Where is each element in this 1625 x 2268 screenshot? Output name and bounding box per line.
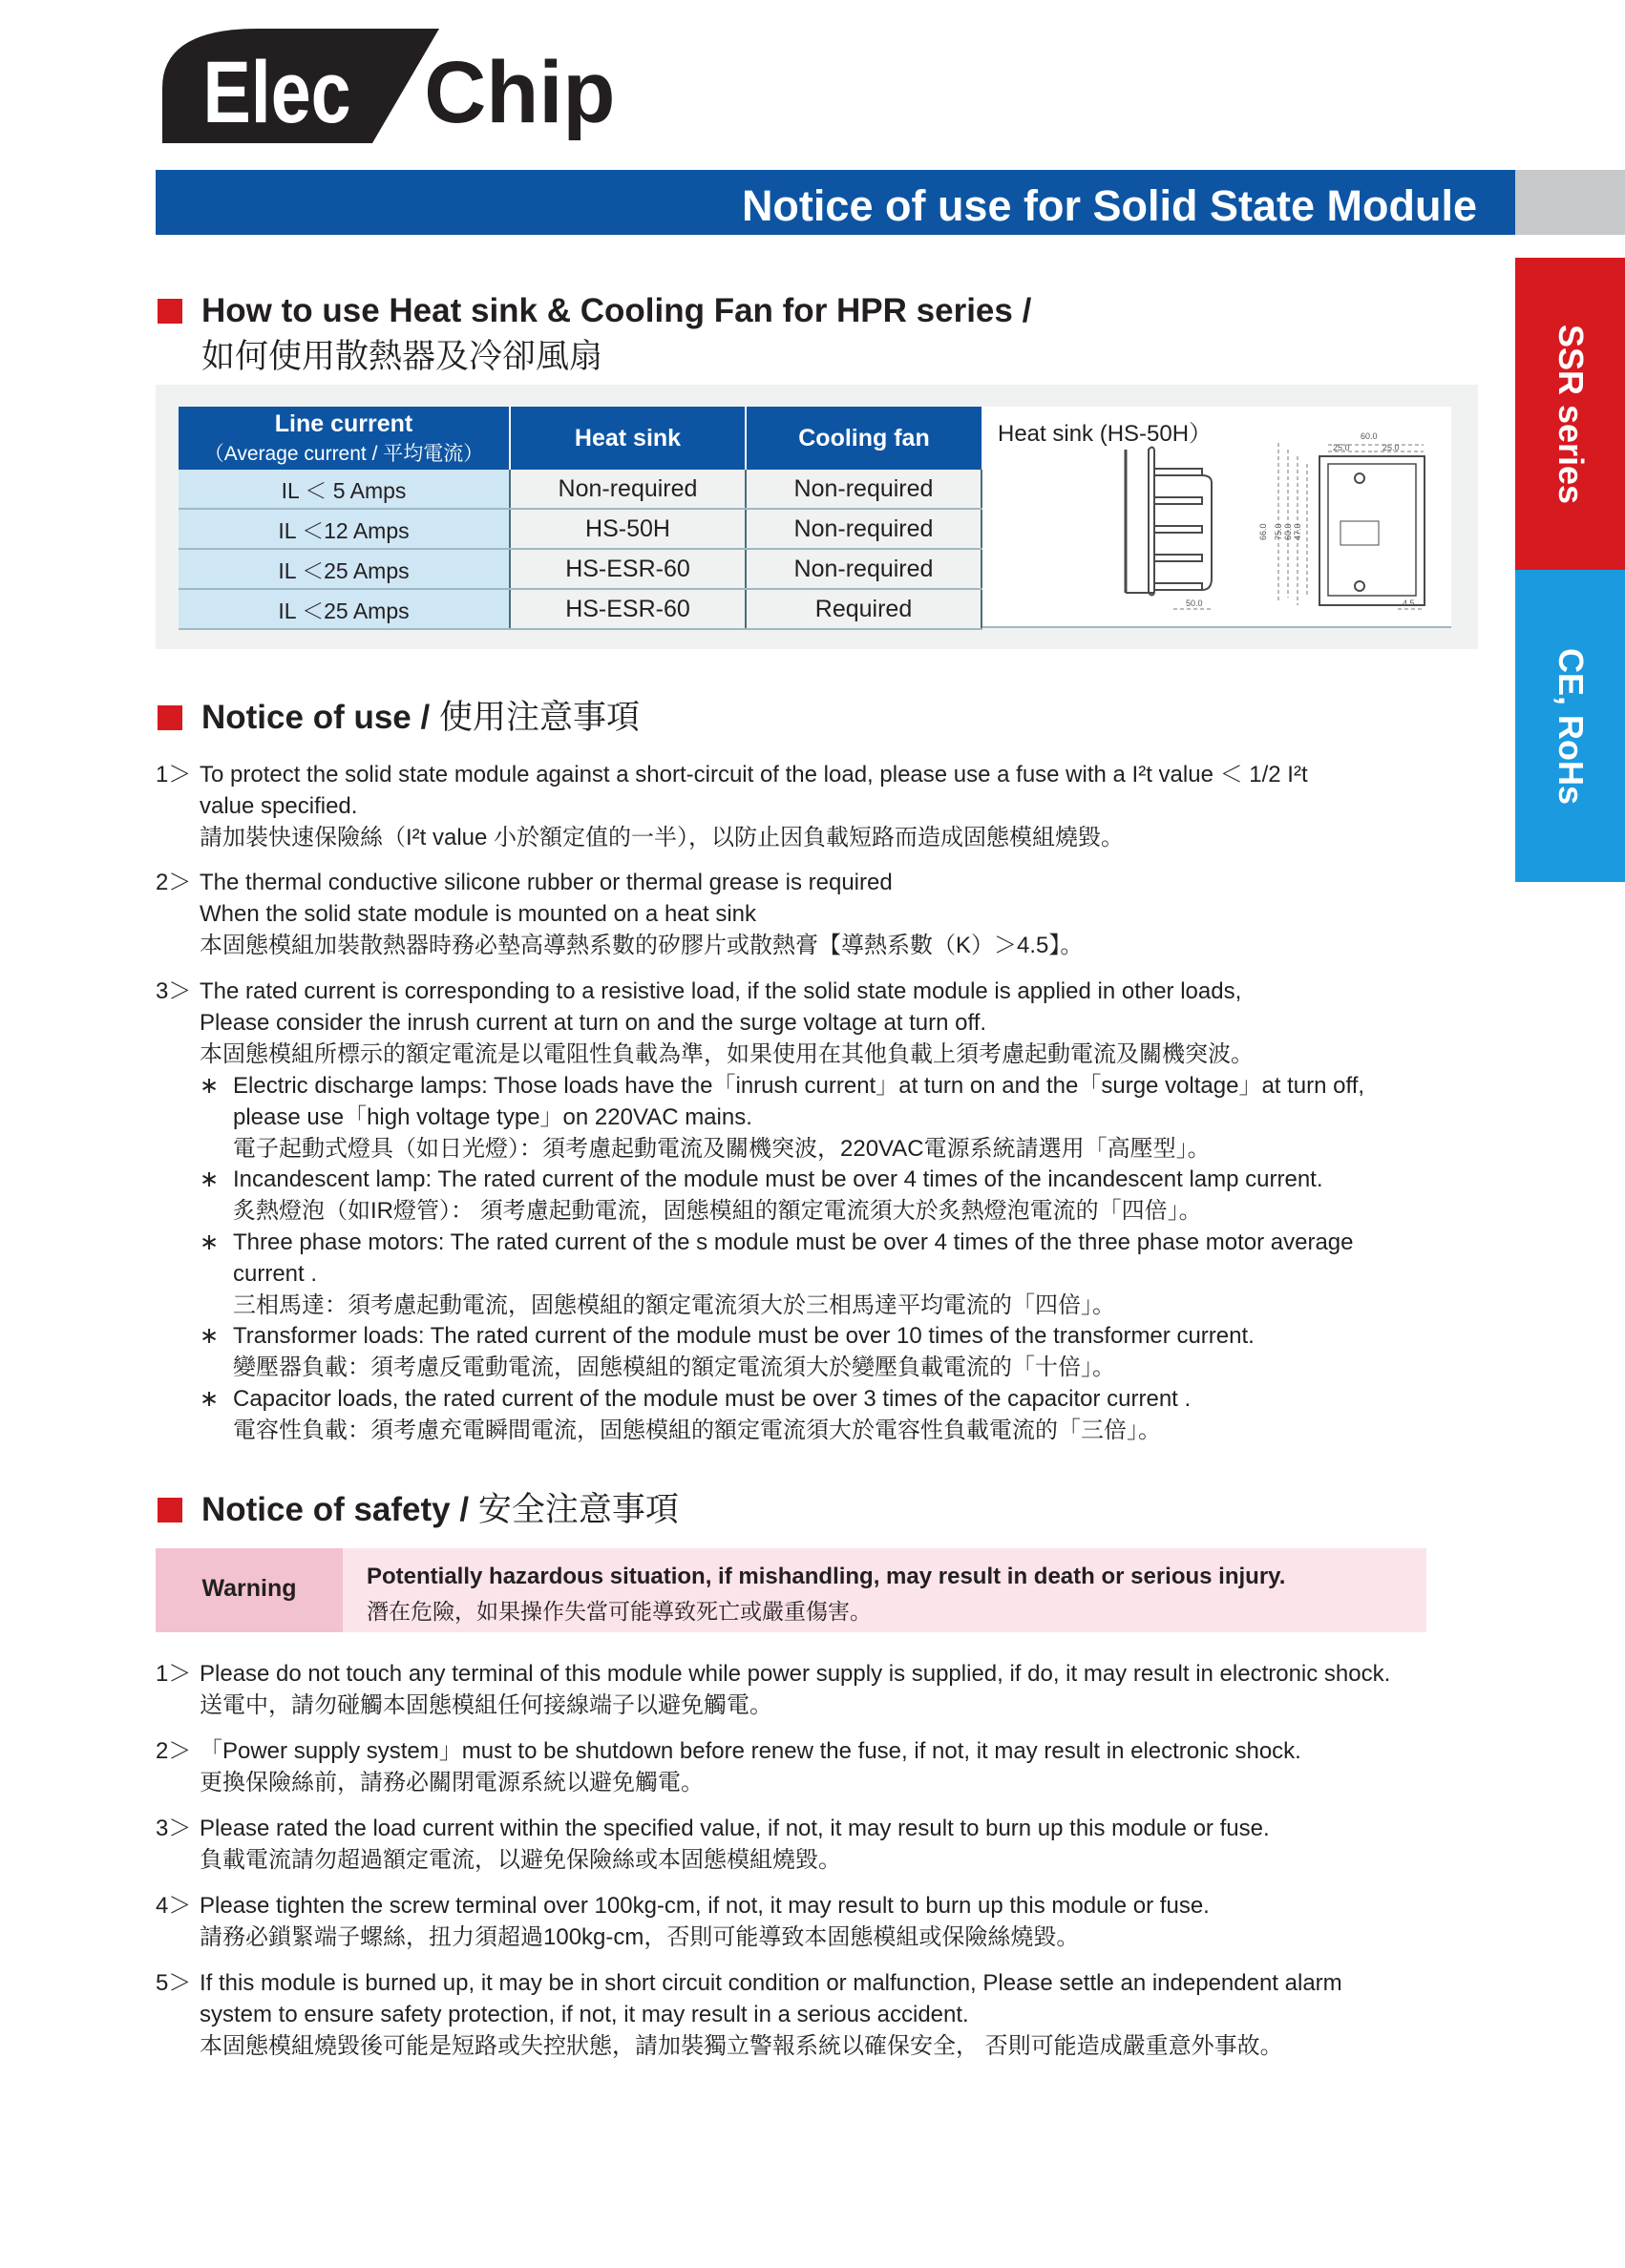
column-header-line-current-label: Line current	[274, 410, 413, 437]
list-item-line: The rated current is corresponding to a resistive load, if the solid state module is applied in other loads,	[200, 978, 1242, 1004]
sub-list-item-body	[233, 1383, 1191, 1446]
logo-text-left: Elec	[202, 42, 351, 141]
list-item-line: 請加裝快速保險絲（I²t value 小於額定值的一半），以防止因負載短路而造成固態模組燒毀。	[200, 825, 1125, 850]
table-row	[179, 589, 981, 629]
sub-list-item-line: 電容性負載：須考慮充電瞬間電流，固態模組的額定電流須大於電容性負載電流的「三倍」。	[233, 1418, 1161, 1443]
dim-label: 50.0	[1186, 598, 1203, 608]
page-title: Notice of use for Solid State Module	[741, 181, 1477, 230]
sub-list-item-line: Electric discharge lamps: Those loads have the「inrush current」at turn on and the「surge voltage」at turn off,	[233, 1073, 1365, 1099]
list-item-body	[200, 1735, 1301, 1798]
list-item-line: Please rated the load current within the specified value, if not, it may result to burn up this module or fuse.	[200, 1816, 1270, 1841]
list-item-line: 請務必鎖緊端子螺絲，扭力須超過100kg-cm，否則可能導致本固態模組或保險絲燒毀。	[200, 1924, 1080, 1950]
table-header-row	[179, 407, 981, 470]
sub-list-item-body	[233, 1070, 1364, 1165]
sub-list-item-line: Capacitor loads, the rated current of the module must be over 3 times of the capacitor current .	[233, 1386, 1192, 1412]
list-item-body	[200, 1658, 1390, 1721]
list-item-line: 送電中，請勿碰觸本固態模組任何接線端子以避免觸電。	[200, 1692, 772, 1718]
sub-list-item-line: 變壓器負載：須考慮反電動電流，固態模組的額定電流須大於變壓負載電流的「十倍」。	[233, 1354, 1115, 1380]
heatsink-drawing	[982, 407, 1451, 626]
dim-label: 75.0	[1274, 523, 1283, 540]
list-item-body	[200, 976, 1254, 1070]
list-item-number: 3＞	[156, 978, 192, 1004]
dim-label: 60.0	[1361, 431, 1378, 441]
list-item-line: Please do not touch any terminal of this module while power supply is supplied, if do, it may result in electronic shock.	[200, 1661, 1391, 1687]
section-heading-heatsink	[158, 290, 1031, 332]
section-heading-notice-of-safety-en: Notice of safety /	[201, 1491, 470, 1528]
section-heading-heatsink-en: How to use Heat sink & Cooling Fan for HPR series /	[201, 292, 1032, 329]
list-item-body	[200, 759, 1308, 853]
column-header-heat-sink: Heat sink	[510, 407, 746, 470]
list-item-line: When the solid state module is mounted on a heat sink	[200, 901, 757, 927]
asterisk-bullet-icon: ∗	[200, 1166, 220, 1192]
cell-cooling-fan: Non-required	[746, 549, 981, 589]
list-item-body	[200, 1967, 1342, 2062]
cell-line-current: IL ＜25 Amps	[179, 549, 510, 589]
cell-line-current: IL ＜12 Amps	[179, 509, 510, 549]
logo-text-right: Chip	[424, 44, 616, 142]
header-band-gray	[1515, 170, 1625, 235]
dim-label: 60.0	[1283, 523, 1293, 540]
warning-label: Warning	[201, 1575, 297, 1602]
asterisk-bullet-icon: ∗	[200, 1073, 220, 1099]
column-header-line-current-sub: （Average current / 平均電流）	[203, 442, 484, 465]
column-header-line-current	[179, 407, 510, 470]
dim-label: 66.0	[1258, 523, 1268, 540]
asterisk-bullet-icon: ∗	[200, 1323, 220, 1349]
list-item-number: 2＞	[156, 870, 192, 895]
sub-list-item-body	[233, 1227, 1354, 1321]
dim-label: 4.5	[1403, 598, 1415, 608]
side-tab-ssr-series	[1515, 258, 1625, 570]
cell-heat-sink: HS-ESR-60	[510, 549, 746, 589]
list-item-body	[200, 1813, 1270, 1876]
heatsink-table	[179, 407, 982, 630]
list-item-line: 本固態模組燒毀後可能是短路或失控狀態，請加裝獨立警報系統以確保安全， 否則可能造成嚴重意外事故。	[200, 2033, 1283, 2059]
section-heading-notice-of-safety-cn: 安全注意事項	[477, 1491, 679, 1528]
sub-list-item-line: Transformer loads: The rated current of the module must be over 10 times of the transformer current.	[233, 1323, 1255, 1349]
sub-list-item-line: Three phase motors: The rated current of the s module must be over 4 times of the three phase motor average	[233, 1229, 1354, 1255]
asterisk-bullet-icon: ∗	[200, 1229, 220, 1255]
section-heading-notice-of-use	[158, 697, 640, 739]
red-square-bullet-icon	[158, 705, 182, 730]
side-tab-ssr-label: SSR series	[1551, 324, 1591, 504]
list-item-body	[200, 867, 1083, 961]
section-heading-notice-of-use-en: Notice of use /	[201, 699, 431, 736]
sub-list-item-line: please use「high voltage type」on 220VAC mains.	[233, 1104, 752, 1130]
section-heading-heatsink-cn: 如何使用散熱器及冷卻風扇	[201, 338, 603, 375]
cell-cooling-fan: Non-required	[746, 470, 981, 509]
table-row	[179, 549, 981, 589]
list-item-line: 本固態模組加裝散熱器時務必墊高導熱系數的矽膠片或散熱膏【導熱系數（K）＞4.5】。	[200, 933, 1084, 958]
list-item-number: 5＞	[156, 1970, 192, 1996]
dim-label: 47.0	[1293, 523, 1302, 540]
list-item-line: To protect the solid state module against a short-circuit of the load, please use a fuse with a I²t value ＜ 1/2 I²t	[200, 762, 1308, 788]
warning-text-en: Potentially hazardous situation, if mishandling, may result in death or serious injury.	[367, 1564, 1286, 1589]
list-item-line: value specified.	[200, 793, 358, 819]
list-item-line: system to ensure safety protection, if not, it may result in a serious accident.	[200, 2002, 969, 2027]
red-square-bullet-icon	[158, 299, 182, 324]
list-item-number: 1＞	[156, 1661, 192, 1687]
cell-heat-sink: HS-50H	[510, 509, 746, 549]
section-heading-notice-of-safety	[158, 1489, 679, 1531]
sub-list-item-line: 炙熱燈泡（如IR燈管）： 須考慮起動電流，固態模組的額定電流須大於炙熱燈泡電流的「四倍」。	[233, 1198, 1202, 1224]
cell-heat-sink: HS-ESR-60	[510, 589, 746, 629]
warning-text-cell	[343, 1548, 1426, 1632]
list-item-line: 更換保險絲前，請務必關閉電源系統以避免觸電。	[200, 1770, 704, 1796]
header-band	[156, 170, 1515, 235]
cell-cooling-fan: Non-required	[746, 509, 981, 549]
list-item-line: Please tighten the screw terminal over 100kg-cm, if not, it may result to burn up this module or fuse.	[200, 1893, 1210, 1919]
list-item-body	[200, 1890, 1210, 1953]
column-header-cooling-fan: Cooling fan	[746, 407, 981, 470]
list-item-line: If this module is burned up, it may be in short circuit condition or malfunction, Please settle an independent alarm	[200, 1970, 1342, 1996]
list-item-number: 4＞	[156, 1893, 192, 1919]
asterisk-bullet-icon: ∗	[200, 1386, 220, 1412]
cell-cooling-fan: Required	[746, 589, 981, 629]
list-item-number: 3＞	[156, 1816, 192, 1841]
sub-list-item-line: current .	[233, 1261, 318, 1287]
warning-label-cell	[156, 1548, 343, 1632]
list-item-line: 本固態模組所標示的額定電流是以電阻性負載為準，如果使用在其他負載上須考慮起動電流及關機突波。	[200, 1041, 1254, 1067]
heatsink-drawing-box	[982, 407, 1451, 628]
side-tab-ce-label: CE, RoHs	[1551, 647, 1591, 805]
list-item-number: 2＞	[156, 1738, 192, 1764]
heatsink-drawing-label: Heat sink (HS-50H）	[998, 421, 1213, 447]
sub-list-item-body	[233, 1164, 1323, 1227]
list-item-line: Please consider the inrush current at turn on and the surge voltage at turn off.	[200, 1010, 987, 1036]
cell-heat-sink: Non-required	[510, 470, 746, 509]
sub-list-item-body	[233, 1320, 1255, 1383]
sub-list-item-line: 三相馬達：須考慮起動電流，固態模組的額定電流須大於三相馬達平均電流的「四倍」。	[233, 1292, 1115, 1318]
section-heading-notice-of-use-cn: 使用注意事項	[438, 699, 640, 736]
table-row	[179, 509, 981, 549]
list-item-line: 「Power supply system」must to be shutdown before renew the fuse, if not, it may result in electronic shock.	[200, 1738, 1301, 1764]
dim-label: 25.0	[1333, 443, 1350, 452]
sub-list-item-line: 電子起動式燈具（如日光燈）：須考慮起動電流及關機突波，220VAC電源系統請選用「高壓型」。	[233, 1136, 1211, 1162]
dim-label: 25.0	[1382, 443, 1400, 452]
list-item-number: 1＞	[156, 762, 192, 788]
list-item-line: 負載電流請勿超過額定電流，以避免保險絲或本固態模組燒毀。	[200, 1847, 841, 1873]
cell-line-current: IL ＜ 5 Amps	[179, 470, 510, 509]
table-row	[179, 470, 981, 509]
sub-list-item-line: Incandescent lamp: The rated current of the module must be over 4 times of the incandescent lamp current.	[233, 1166, 1323, 1192]
list-item-line: The thermal conductive silicone rubber or thermal grease is required	[200, 870, 893, 895]
cell-line-current: IL ＜25 Amps	[179, 589, 510, 629]
side-tab-ce-rohs	[1515, 570, 1625, 882]
elecchip-logo	[153, 21, 640, 145]
warning-text-cn: 潛在危險，如果操作失當可能導致死亡或嚴重傷害。	[367, 1599, 872, 1624]
red-square-bullet-icon	[158, 1498, 182, 1522]
